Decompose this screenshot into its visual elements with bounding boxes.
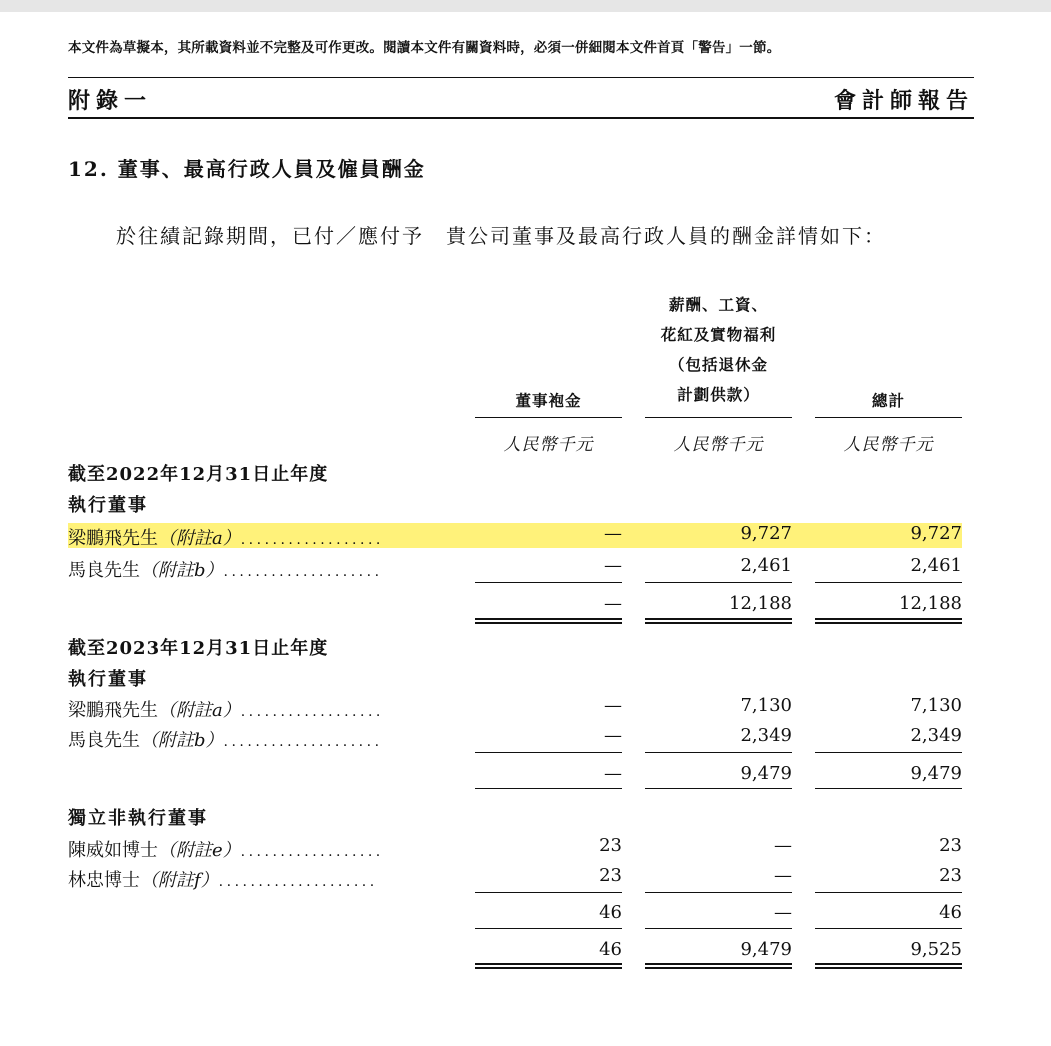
- section-title: 12. 董事、最高行政人員及僱員酬金: [68, 157, 426, 181]
- column-header-salaries: 薪酬、工資、 花紅及實物福利 （包括退休金 計劃供款）: [660, 295, 777, 404]
- fees-subtotal: 46: [599, 902, 622, 923]
- subtotal-rule: [645, 752, 792, 753]
- salaries-subtotal: 9,479: [740, 763, 792, 784]
- table-row: [68, 555, 962, 579]
- double-rule: [645, 622, 792, 624]
- appendix-label: 附錄一: [68, 88, 153, 114]
- total-value: 7,130: [910, 695, 962, 716]
- report-title: 會計師報告: [833, 88, 974, 114]
- double-rule: [475, 967, 622, 969]
- unit-salaries: 人民幣千元: [673, 435, 764, 455]
- total-value: 2,461: [910, 555, 962, 576]
- subtotal-rule: [475, 788, 622, 789]
- director-name: 馬良先生（附註b）....................: [68, 560, 383, 581]
- group-label-independent: 獨立非執行董事: [68, 808, 208, 829]
- fees-value: —: [604, 695, 622, 716]
- fees-value: —: [604, 555, 622, 576]
- salaries-value: 2,349: [740, 725, 792, 746]
- subtotal-rule: [475, 582, 622, 583]
- subtotal-rule: [475, 752, 622, 753]
- subtotal-rule: [475, 928, 622, 929]
- subtotal-rule: [815, 752, 962, 753]
- table-row: [68, 865, 962, 889]
- total-value: 2,349: [910, 725, 962, 746]
- table-row: [68, 695, 962, 719]
- subtotal-rule: [815, 788, 962, 789]
- fees-grand-total: 46: [599, 939, 622, 960]
- subtotal-rule: [645, 788, 792, 789]
- total-subtotal: 46: [939, 902, 962, 923]
- group-label-executive-2022: 執行董事: [68, 495, 148, 516]
- director-name: 馬良先生（附註b）....................: [68, 730, 383, 751]
- unit-total: 人民幣千元: [843, 435, 934, 455]
- fees-value: —: [604, 725, 622, 746]
- double-rule: [645, 618, 792, 620]
- section-intro: 於往績記錄期間，已付／應付予 貴公司董事及最高行政人員的酬金詳情如下：: [116, 224, 886, 248]
- fees-subtotal: —: [604, 593, 622, 614]
- column-header-total: 總計: [871, 391, 905, 410]
- fees-subtotal: —: [604, 763, 622, 784]
- double-rule: [815, 622, 962, 624]
- subtotal-rule: [475, 892, 622, 893]
- column-header-fees: 董事袍金: [515, 391, 582, 410]
- total-value: 23: [939, 835, 962, 856]
- salaries-value: —: [774, 865, 792, 886]
- fees-value: 23: [599, 835, 622, 856]
- unit-fees: 人民幣千元: [503, 435, 594, 455]
- double-rule: [815, 967, 962, 969]
- subtotal-row: [68, 902, 962, 926]
- subtotal-row: [68, 593, 962, 617]
- director-name: 梁鵬飛先生（附註a）..................: [68, 700, 384, 721]
- column-header-underline: [645, 417, 792, 418]
- subtotal-rule: [645, 582, 792, 583]
- director-name: 林忠博士（附註f）....................: [68, 870, 378, 891]
- salaries-subtotal: 12,188: [729, 593, 792, 614]
- total-subtotal: 9,479: [910, 763, 962, 784]
- draft-disclaimer: 本文件為草擬本，其所載資料並不完整及可作更改。閱讀本文件有關資料時，必須一併細閱本文件首頁「警告」一節。: [68, 40, 781, 56]
- top-bar: [0, 0, 1051, 12]
- total-value: 23: [939, 865, 962, 886]
- double-rule: [475, 963, 622, 965]
- salaries-value: 9,727: [740, 523, 792, 544]
- salaries-grand-total: 9,479: [740, 939, 792, 960]
- subtotal-row: [68, 763, 962, 787]
- header-rule-top: [68, 77, 974, 78]
- director-name: 陳威如博士（附註e）..................: [68, 840, 384, 861]
- salaries-value: —: [774, 835, 792, 856]
- subtotal-rule: [815, 892, 962, 893]
- subtotal-rule: [815, 928, 962, 929]
- fees-value: 23: [599, 865, 622, 886]
- period-label-2022: 截至2022年12月31日止年度: [68, 464, 329, 485]
- column-header-underline: [475, 417, 622, 418]
- double-rule: [815, 963, 962, 965]
- double-rule: [645, 967, 792, 969]
- total-subtotal: 12,188: [899, 593, 962, 614]
- double-rule: [815, 618, 962, 620]
- group-label-executive-2023: 執行董事: [68, 669, 148, 690]
- header-rule-bottom: [68, 117, 974, 119]
- double-rule: [645, 963, 792, 965]
- salaries-subtotal: —: [774, 902, 792, 923]
- subtotal-rule: [645, 892, 792, 893]
- total-value: 9,727: [910, 523, 962, 544]
- period-label-2023: 截至2023年12月31日止年度: [68, 638, 329, 659]
- table-row: [68, 725, 962, 749]
- subtotal-rule: [815, 582, 962, 583]
- director-name: 梁鵬飛先生（附註a）..................: [68, 528, 384, 549]
- double-rule: [475, 622, 622, 624]
- fees-value: —: [604, 523, 622, 544]
- table-row: [68, 523, 962, 548]
- grand-total-row: [68, 939, 962, 963]
- double-rule: [475, 618, 622, 620]
- table-row: [68, 835, 962, 859]
- salaries-value: 2,461: [740, 555, 792, 576]
- subtotal-rule: [645, 928, 792, 929]
- column-header-underline: [815, 417, 962, 418]
- salaries-value: 7,130: [740, 695, 792, 716]
- total-grand-total: 9,525: [910, 939, 962, 960]
